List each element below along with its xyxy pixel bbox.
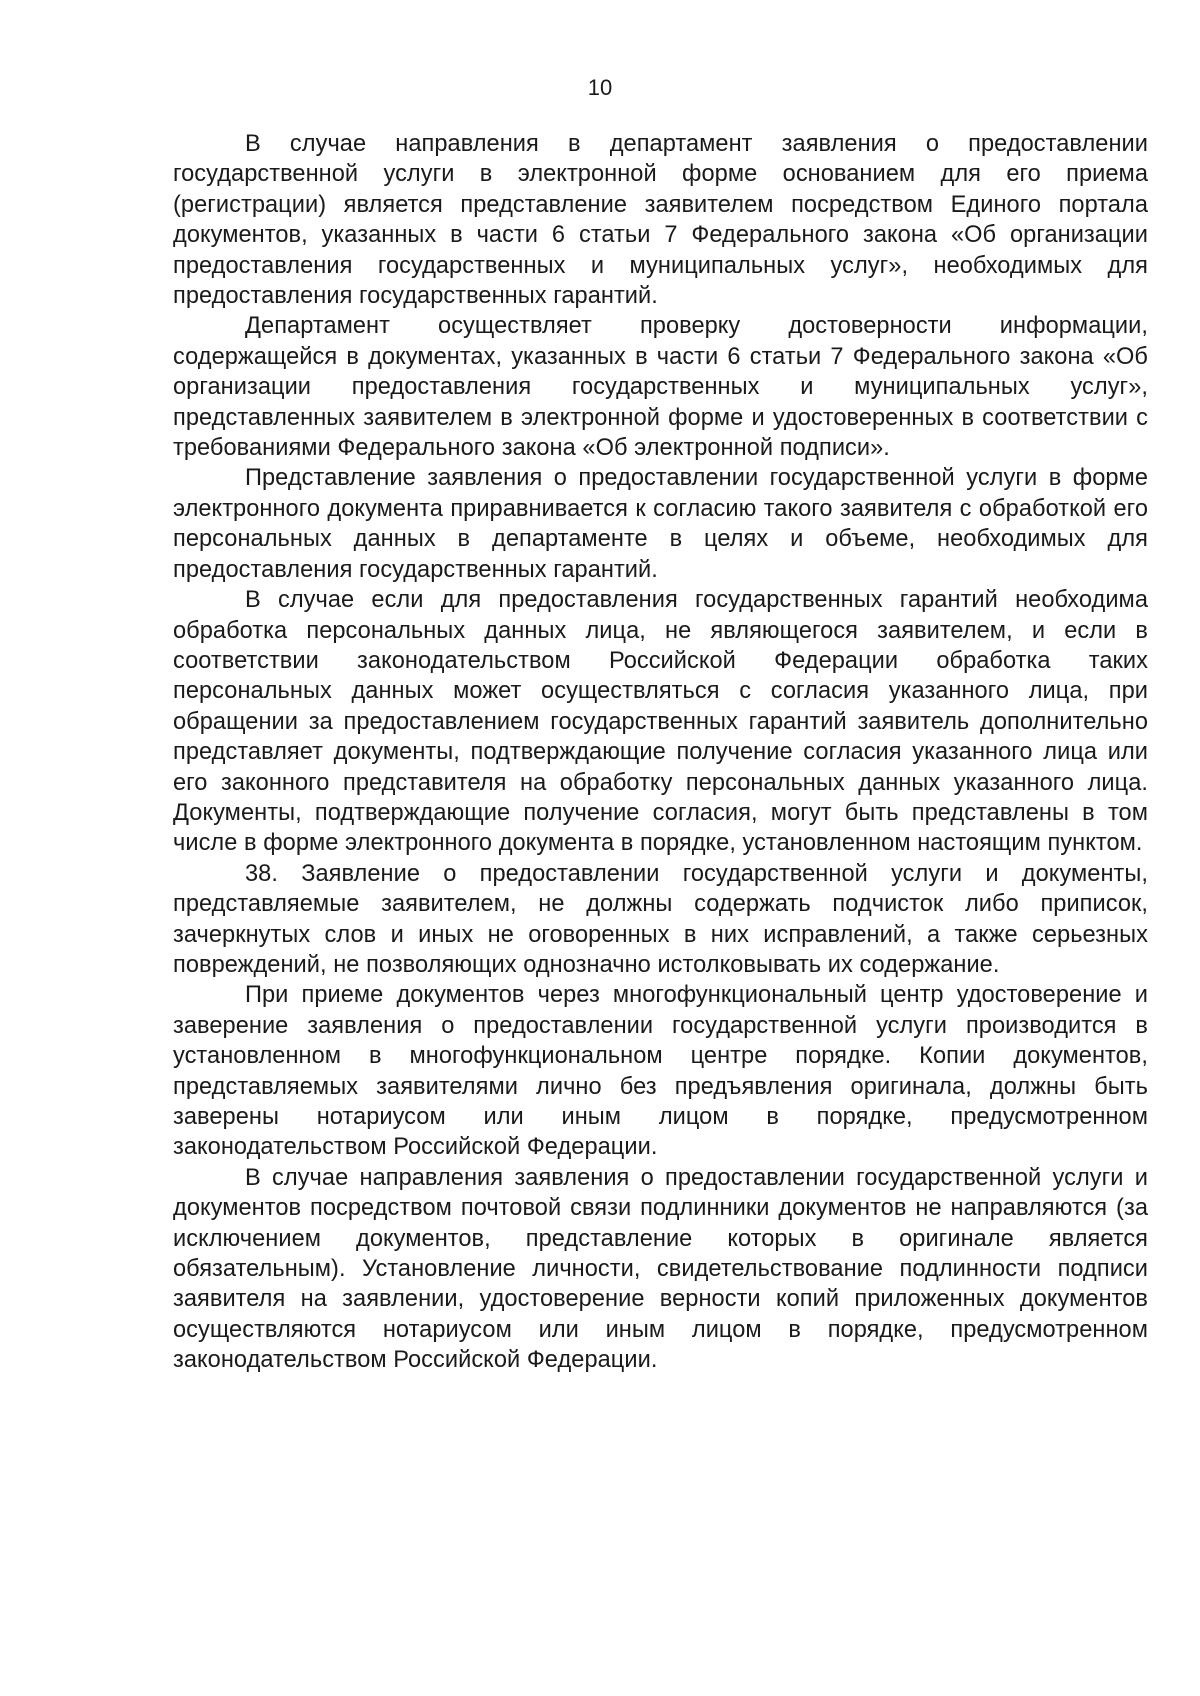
paragraph-consent-personal-data: Представление заявления о предоставлении государственной услуги в форме электронного документа приравнивается к согласию такого заявителя с обработкой его персональных данных в департаменте в целях и объеме, необходимых для предоставления государственных гарантий. bbox=[173, 465, 1148, 583]
document-body bbox=[173, 129, 1148, 1376]
paragraph-department-verification: Департамент осуществляет проверку достоверности информации, содержащейся в документах, указанных в части 6 статьи 7 Федерального закона «Об организации предоставления государственных и муниципальных услуг», представленных заявителем в электронной форме и удостоверенных в соответствии с требованиями Федерального закона «Об электронной подписи». bbox=[173, 313, 1148, 462]
paragraph-third-party-data: В случае если для предоставления государственных гарантий необходима обработка персональных данных лица, не являющегося заявителем, и если в соответствии законодательством Российской Федерации обработка таких персональных данных может осуществляться с согласия указанного лица, при обращении за предоставлением государственных гарантий заявитель дополнительно представляет документы, подтверждающие получение согласия указанного лица или его законного представителя на обработку персональных данных указанного лица. Документы, подтверждающие получение согласия, могут быть представлены в том числе в форме электронного документа в порядке, установленном настоящим пунктом. bbox=[173, 587, 1148, 857]
page-number: 10 bbox=[587, 75, 613, 100]
paragraph-postal-submission: В случае направления заявления о предоставлении государственной услуги и документов посредством почтовой связи подлинники документов не направляются (за исключением документов, представление которых в оригинале является обязательным). Установление личности, свидетельствование подлинности подписи заявителя на заявлении, удостоверение верности копий приложенных документов осуществляются нотариусом или иным лицом в порядке, предусмотренном законодательством Российской Федерации. bbox=[173, 1164, 1148, 1374]
paragraph-electronic-submission: В случае направления в департамент заявления о предоставлении государственной услуги в электронной форме основанием для его приема (регистрации) является представление заявителем посредством Единого портала документов, указанных в части 6 статьи 7 Федерального закона «Об организации предоставления государственных и муниципальных услуг», необходимых для предоставления государственных гарантий. bbox=[173, 131, 1148, 310]
paragraph-mfc-certification: При приеме документов через многофункциональный центр удостоверение и заверение заявления о предоставлении государственной услуги производится в установленном в многофункциональном центре порядке. Копии документов, представляемых заявителями лично без предъявления оригинала, должны быть заверены нотариусом или иным лицом в порядке, предусмотренном законодательством Российской Федерации. bbox=[173, 982, 1148, 1161]
paragraph-item-38: 38. Заявление о предоставлении государственной услуги и документы, представляемые заявителем, не должны содержать подчисток либо приписок, зачеркнутых слов и иных не оговоренных в них исправлений, а также серьезных повреждений, не позволяющих однозначно истолковывать их содержание. bbox=[173, 860, 1148, 978]
